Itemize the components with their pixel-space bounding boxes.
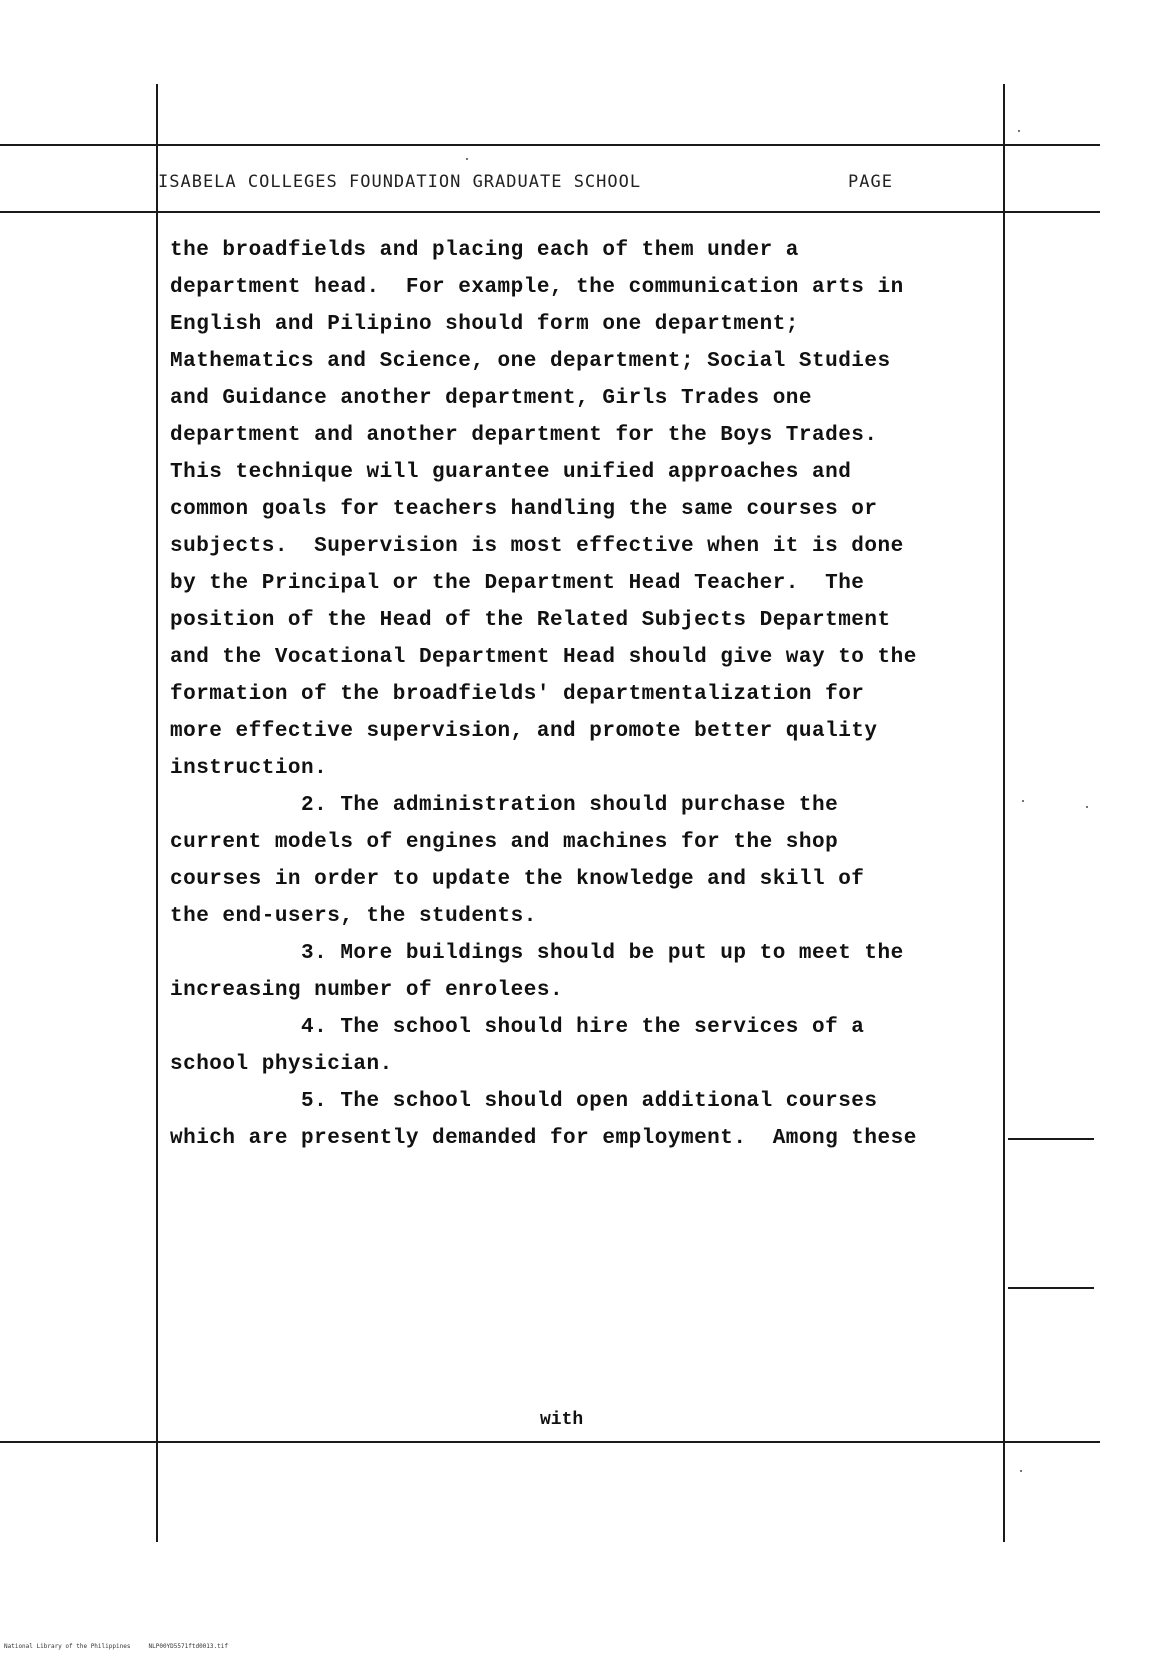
text-line: department and another department for the Boys Trades.: [170, 424, 878, 447]
scan-speck: [1020, 1470, 1022, 1472]
left-margin-rule: [156, 84, 158, 1542]
text-line: more effective supervision, and promote better quality: [170, 720, 878, 743]
text-line: 3. More buildings should be put up to meet the: [170, 942, 904, 965]
scan-speck: [466, 158, 468, 160]
body-text: [170, 232, 990, 1157]
text-line: Mathematics and Science, one department; Social Studies: [170, 350, 891, 373]
text-line: the end-users, the students.: [170, 905, 537, 928]
bottom-rule: [0, 1441, 1100, 1443]
text-line: the broadfields and placing each of them under a: [170, 239, 799, 262]
scan-speck: [1086, 806, 1088, 808]
text-line: 2. The administration should purchase the: [170, 794, 839, 817]
text-line: subjects. Supervision is most effective when it is done: [170, 535, 904, 558]
page-header: [158, 172, 998, 192]
margin-tick-1: [1008, 1138, 1094, 1140]
page-label: PAGE: [848, 172, 893, 192]
text-line: department head. For example, the communication arts in: [170, 276, 904, 299]
text-line: English and Pilipino should form one department;: [170, 313, 799, 336]
text-line: and Guidance another department, Girls Trades one: [170, 387, 813, 410]
text-line: school physician.: [170, 1053, 393, 1076]
footer-source: National Library of the Philippines: [4, 1643, 131, 1650]
header-bottom-rule: [0, 211, 1100, 213]
right-margin-rule: [1003, 84, 1005, 1542]
text-line: common goals for teachers handling the same courses or: [170, 498, 878, 521]
scan-speck: [1018, 130, 1020, 132]
margin-tick-2: [1008, 1287, 1094, 1289]
top-rule: [0, 144, 1100, 146]
text-line: This technique will guarantee unified approaches and: [170, 461, 852, 484]
text-line: increasing number of enrolees.: [170, 979, 564, 1002]
footer-filename: NLP00YD5571ftd0013.tif: [148, 1643, 228, 1650]
text-line: which are presently demanded for employment. Among these: [170, 1127, 917, 1150]
text-line: 5. The school should open additional courses: [170, 1090, 878, 1113]
text-line: and the Vocational Department Head should give way to the: [170, 646, 917, 669]
text-line: courses in order to update the knowledge and skill of: [170, 868, 865, 891]
text-line: by the Principal or the Department Head Teacher. The: [170, 572, 865, 595]
text-line: 4. The school should hire the services of a: [170, 1016, 865, 1039]
text-line: formation of the broadfields' departmentalization for: [170, 683, 865, 706]
scan-footer: [4, 1643, 228, 1650]
text-line: instruction.: [170, 757, 328, 780]
text-line: current models of engines and machines for the shop: [170, 831, 839, 854]
text-line: position of the Head of the Related Subjects Department: [170, 609, 891, 632]
institution-name: ISABELA COLLEGES FOUNDATION GRADUATE SCHOOL: [158, 172, 642, 192]
scan-speck: [1022, 800, 1024, 802]
catchword: with: [540, 1410, 584, 1430]
